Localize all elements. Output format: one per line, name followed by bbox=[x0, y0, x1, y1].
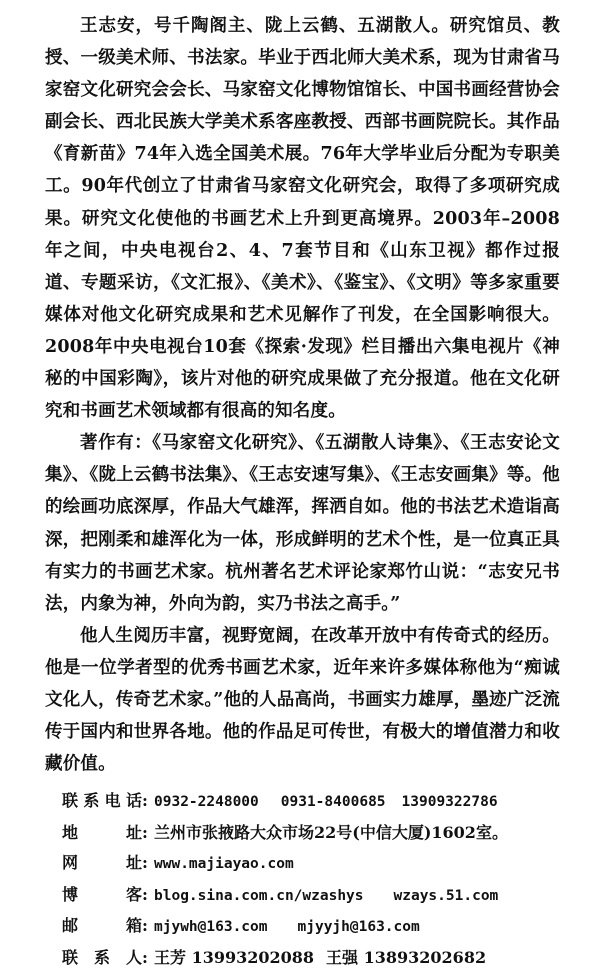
bio-paragraph-2: 著作有：《马家窑文化研究》、《五湖散人诗集》、《王志安论文集》、《陇上云鹤书法集》、《王志安速写集》、《王志安画集》等。他的绘画功底深厚，作品大气雄浑，挥洒自如。他的书法艺术造诣高深，把刚柔和雄浑化为一体，形成鲜明的艺术个性，是一位真正具有实力的书画艺术家。杭州著名艺术评论家郑竹山说：“志安兄书法，内象为神，外向为韵，实乃书法之高手。” bbox=[45, 433, 560, 614]
contact-website-row bbox=[62, 848, 560, 880]
phone-number-2: 0931-8400685 bbox=[280, 794, 386, 811]
bio-paragraph-3: 他人生阅历丰富，视野宽阔，在改革开放中有传奇式的经历。他是一位学者型的优秀书画艺术家，近年来许多媒体称他为“痴诚文化人，传奇艺术家。”他的人品高尚，书画实力雄厚，墨迹广泛流传于国内和世界各地。他的作品足可传世，有极大的增值潜力和收藏价值。 bbox=[45, 625, 560, 775]
colon: : bbox=[142, 947, 148, 967]
website-link[interactable]: www.majiayao.com bbox=[154, 856, 294, 873]
colon: : bbox=[142, 884, 148, 904]
contact-person-1: 王芳 13993202088 bbox=[154, 947, 315, 967]
email-2[interactable]: mjyyjh@163.com bbox=[297, 919, 420, 936]
colon: : bbox=[142, 853, 148, 873]
contact-website-label: 网址 bbox=[62, 853, 142, 873]
contact-blog-label: 博客 bbox=[62, 884, 142, 904]
contact-person-label: 联系人 bbox=[62, 947, 142, 967]
blog-link-1[interactable]: blog.sina.com.cn/wzashys bbox=[154, 887, 364, 904]
address-value: 兰州市张掖路大众市场22号(中信大厦)1602室。 bbox=[154, 822, 508, 842]
contact-person-2: 王强 13893202682 bbox=[326, 947, 487, 967]
phone-number-3: 13909322786 bbox=[401, 794, 498, 811]
contact-blog-row bbox=[62, 880, 560, 912]
colon: : bbox=[142, 791, 148, 811]
blog-link-2[interactable]: wzays.51.com bbox=[393, 887, 499, 904]
contact-info bbox=[45, 786, 560, 973]
contact-address-label: 地址 bbox=[62, 822, 142, 842]
email-1[interactable]: mjywh@163.com bbox=[154, 919, 268, 936]
colon: : bbox=[142, 916, 148, 936]
contact-email-row bbox=[62, 911, 560, 943]
contact-email-label: 邮箱 bbox=[62, 916, 142, 936]
contact-person-row bbox=[62, 943, 560, 973]
contact-phone-label: 联系电话 bbox=[62, 791, 142, 811]
contact-address-row bbox=[62, 818, 560, 849]
phone-number-1: 0932-2248000 bbox=[154, 794, 259, 811]
biography bbox=[45, 10, 560, 780]
contact-phone-row bbox=[62, 786, 560, 818]
bio-paragraph-1: 王志安，号千陶阁主、陇上云鹤、五湖散人。研究馆员、教授、一级美术师、书法家。毕业于西北师大美术系，现为甘肃省马家窑文化研究会会长、马家窑文化博物馆馆长、中国书画经营协会副会长、西北民族大学美术系客座教授、西部书画院院长。其作品《育新苗》74年入选全国美术展。76年大学毕业后分配为专职美工。90年代创立了甘肃省马家窑文化研究会，取得了多项研究成果。研究文化使他的书画艺术上升到更高境界。2003年–2008年之间，中央电视台2、4、7套节目和《山东卫视》都作过报道、专题采访，《文汇报》、《美术》、《鉴宝》、《文明》等多家重要媒体对他文化研究成果和艺术见解作了刊发，在全国影响很大。2008年中央电视台10套《探索·发现》栏目播出六集电视片《神秘的中国彩陶》，该片对他的研究成果做了充分报道。他在文化研究和书画艺术领域都有很高的知名度。 bbox=[45, 16, 560, 422]
colon: : bbox=[142, 822, 148, 842]
